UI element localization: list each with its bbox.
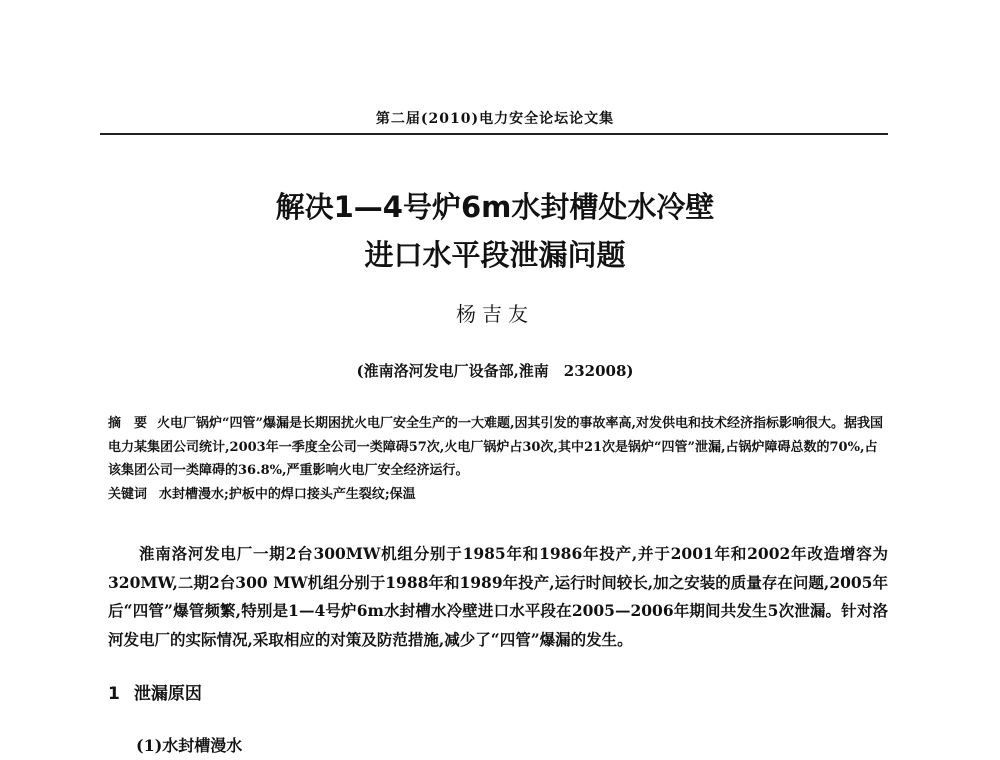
title-line-2: 进口水平段泄漏问题	[364, 238, 626, 272]
keywords-label: 关键词	[108, 487, 148, 502]
abstract-text: 火电厂锅炉“四管”爆漏是长期困扰火电厂安全生产的一大难题,因其引发的事故率高,对发供电和技术经济指标影响很大。据我国电力某集团公司统计,2003年一季度全公司一类障碍57次,火电厂锅炉占30次,其中21次是锅炉“四管”泄漏,占锅炉障碍总数的70%,占该集团公司一类障碍的36.8%,严重影响火电厂安全经济运行。	[108, 416, 884, 478]
section-heading	[108, 679, 202, 704]
keywords-text: 水封槽漫水;护板中的焊口接头产生裂纹;保温	[159, 487, 416, 502]
header-rule	[100, 133, 888, 135]
abstract-label: 摘 要	[108, 416, 148, 431]
paper-title	[100, 183, 890, 279]
title-line-1: 解决1—4号炉6m水封槽处水冷壁	[275, 190, 715, 224]
section-number: 1	[108, 684, 120, 704]
subsection-heading: (1)水封槽漫水	[136, 736, 243, 755]
affiliation: (淮南洛河发电厂设备部,淮南 232008)	[356, 362, 634, 380]
keywords	[108, 483, 888, 506]
author-name: 杨吉友	[456, 302, 534, 326]
body-paragraph: 淮南洛河发电厂一期2台300MW机组分别于1985年和1986年投产,并于2001年和2002年改造增容为320MW,二期2台300 MW机组分别于1988年和1989年投产,运行时间较长,加之安装的质量存在问题,2005年后“四管”爆管频繁,特别是1—4号炉6m水封槽水冷壁进口水平段在2005—2006年期间共发生5次泄漏。针对洛河发电厂的实际情况,采取相应的对策及防范措施,减少了“四管”爆漏的发生。	[108, 544, 888, 649]
abstract	[108, 412, 888, 483]
section-title: 泄漏原因	[133, 684, 202, 704]
running-head: 第二届(2010)电力安全论坛论文集	[375, 111, 615, 127]
